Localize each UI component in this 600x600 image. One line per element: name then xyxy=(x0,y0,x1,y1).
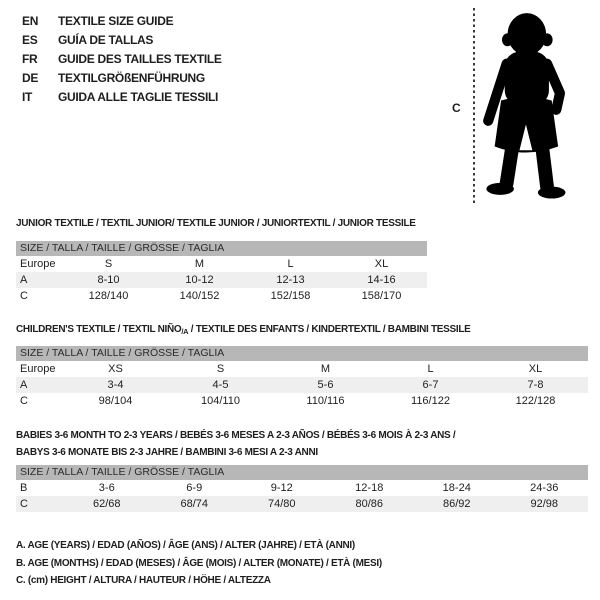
table-cell: 140/152 xyxy=(179,290,220,302)
table-row xyxy=(16,288,427,304)
table-row xyxy=(16,393,588,409)
row-label: B xyxy=(20,482,28,494)
lang-label: GUIDE DES TAILLES TEXTILE xyxy=(58,52,222,66)
table-cell: XL xyxy=(528,363,543,375)
children-heading-sub: /A xyxy=(181,327,189,336)
footnote-a: A. AGE (YEARS) / EDAD (AÑOS) / ÂGE (ANS) / ALTER (JAHRE) / ETÀ (ANNI) xyxy=(16,540,355,551)
table-cell: 116/122 xyxy=(411,395,450,407)
lang-label: GUIDA ALLE TAGLIE TESSILI xyxy=(58,90,219,104)
table-cell: M xyxy=(194,258,205,270)
height-measure-label: C xyxy=(452,101,461,115)
table-cell: XS xyxy=(108,363,123,375)
table-cell: 74/80 xyxy=(267,498,296,510)
babies-heading-line2: BABYS 3-6 MONATE BIS 2-3 JAHRE / BAMBINI 3-6 MESI A 2-3 ANNI xyxy=(16,447,318,458)
table-cell: S xyxy=(104,258,113,270)
children-size-table xyxy=(16,346,588,409)
table-cell: 12-13 xyxy=(276,274,305,286)
babies-section-heading xyxy=(16,427,455,461)
table-cell: 128/140 xyxy=(88,290,129,302)
junior-section-heading: JUNIOR TEXTILE / TEXTIL JUNIOR/ TEXTILE JUNIOR / JUNIORTEXTIL / JUNIOR TESSILE xyxy=(16,218,416,229)
children-heading-pre: CHILDREN'S TEXTILE / TEXTIL NIÑO xyxy=(16,324,182,335)
table-cell: 152/158 xyxy=(270,290,311,302)
table-cell: 14-16 xyxy=(367,274,396,286)
lang-row-es xyxy=(22,31,222,50)
table-cell: 104/110 xyxy=(201,395,240,407)
table-cell: L xyxy=(287,258,294,270)
table-row xyxy=(16,377,588,393)
row-label: A xyxy=(20,379,28,391)
table-cell: 3-6 xyxy=(98,482,115,494)
table-cell: 110/116 xyxy=(306,395,345,407)
row-label: Europe xyxy=(20,363,56,375)
table-cell: 18-24 xyxy=(442,482,471,494)
row-label: C xyxy=(20,290,28,302)
lang-code: DE xyxy=(22,71,39,85)
row-label: C xyxy=(20,498,28,510)
row-label: C xyxy=(20,395,28,407)
table-cell: 4-5 xyxy=(212,379,229,391)
table-cell: 86/92 xyxy=(442,498,471,510)
footnote-b: B. AGE (MONTHS) / EDAD (MESES) / ÂGE (MOIS) / ALTER (MONATE) / ETÀ (MESI) xyxy=(16,557,382,569)
table-cell: 9-12 xyxy=(270,482,293,494)
table-cell: 10-12 xyxy=(185,274,214,286)
children-heading-post: / TEXTILE DES ENFANTS / KINDERTEXTIL / BAMBINI TESSILE xyxy=(188,324,471,335)
lang-row-it xyxy=(22,88,222,107)
lang-code: IT xyxy=(22,90,33,104)
footnote-legend xyxy=(16,537,382,590)
table-cell: 62/68 xyxy=(92,498,121,510)
children-section-heading xyxy=(16,321,471,340)
table-row xyxy=(16,272,427,288)
table-cell: 8-10 xyxy=(97,274,120,286)
table-cell: 122/128 xyxy=(515,395,556,407)
lang-code: ES xyxy=(22,33,38,47)
footnote-c: C. (cm) HEIGHT / ALTURA / HAUTEUR / HÖHE / ALTEZZA xyxy=(16,575,271,586)
lang-label: TEXTILGRÖßENFÜHRUNG xyxy=(58,71,205,85)
table-cell: S xyxy=(216,363,225,375)
table-cell: 7-8 xyxy=(527,379,544,391)
table-row xyxy=(16,361,588,377)
table-cell: L xyxy=(427,363,434,375)
table-cell: 68/74 xyxy=(180,498,209,510)
lang-code: FR xyxy=(22,52,38,66)
babies-size-table xyxy=(16,465,588,512)
table-cell: 24-36 xyxy=(530,482,559,494)
language-title-block xyxy=(22,12,222,107)
table-cell: 6-9 xyxy=(186,482,203,494)
lang-label: TEXTILE SIZE GUIDE xyxy=(58,14,174,28)
table-cell: XL xyxy=(374,258,389,270)
table-cell: 80/86 xyxy=(355,498,384,510)
table-cell: 6-7 xyxy=(422,379,439,391)
lang-code: EN xyxy=(22,14,39,28)
row-label: A xyxy=(20,274,28,286)
table-header: SIZE / TALLA / TAILLE / GRÖSSE / TAGLIA xyxy=(16,465,588,480)
lang-row-en xyxy=(22,12,222,31)
table-cell: 5-6 xyxy=(317,379,334,391)
table-header: SIZE / TALLA / TAILLE / GRÖSSE / TAGLIA xyxy=(16,346,588,361)
table-cell: 12-18 xyxy=(355,482,384,494)
table-cell: 98/104 xyxy=(98,395,133,407)
row-label: Europe xyxy=(20,258,56,270)
babies-heading-line1: BABIES 3-6 MONTH TO 2-3 YEARS / BEBÉS 3-6 MESES A 2-3 AÑOS / BÉBÉS 3-6 MOIS À 2-3 ANS / xyxy=(16,430,456,441)
table-cell: 158/170 xyxy=(361,290,402,302)
table-header: SIZE / TALLA / TAILLE / GRÖSSE / TAGLIA xyxy=(16,241,427,256)
height-dashed-line xyxy=(473,8,475,206)
table-cell: M xyxy=(320,363,331,375)
table-row xyxy=(16,496,588,512)
lang-label: GUÍA DE TALLAS xyxy=(58,33,154,47)
junior-size-table xyxy=(16,241,427,304)
table-row xyxy=(16,480,588,496)
table-cell: 3-4 xyxy=(107,379,124,391)
lang-row-fr xyxy=(22,50,222,69)
table-row xyxy=(16,256,427,272)
table-cell: 92/98 xyxy=(530,498,559,510)
baby-silhouette-icon xyxy=(479,8,571,206)
lang-row-de xyxy=(22,69,222,88)
